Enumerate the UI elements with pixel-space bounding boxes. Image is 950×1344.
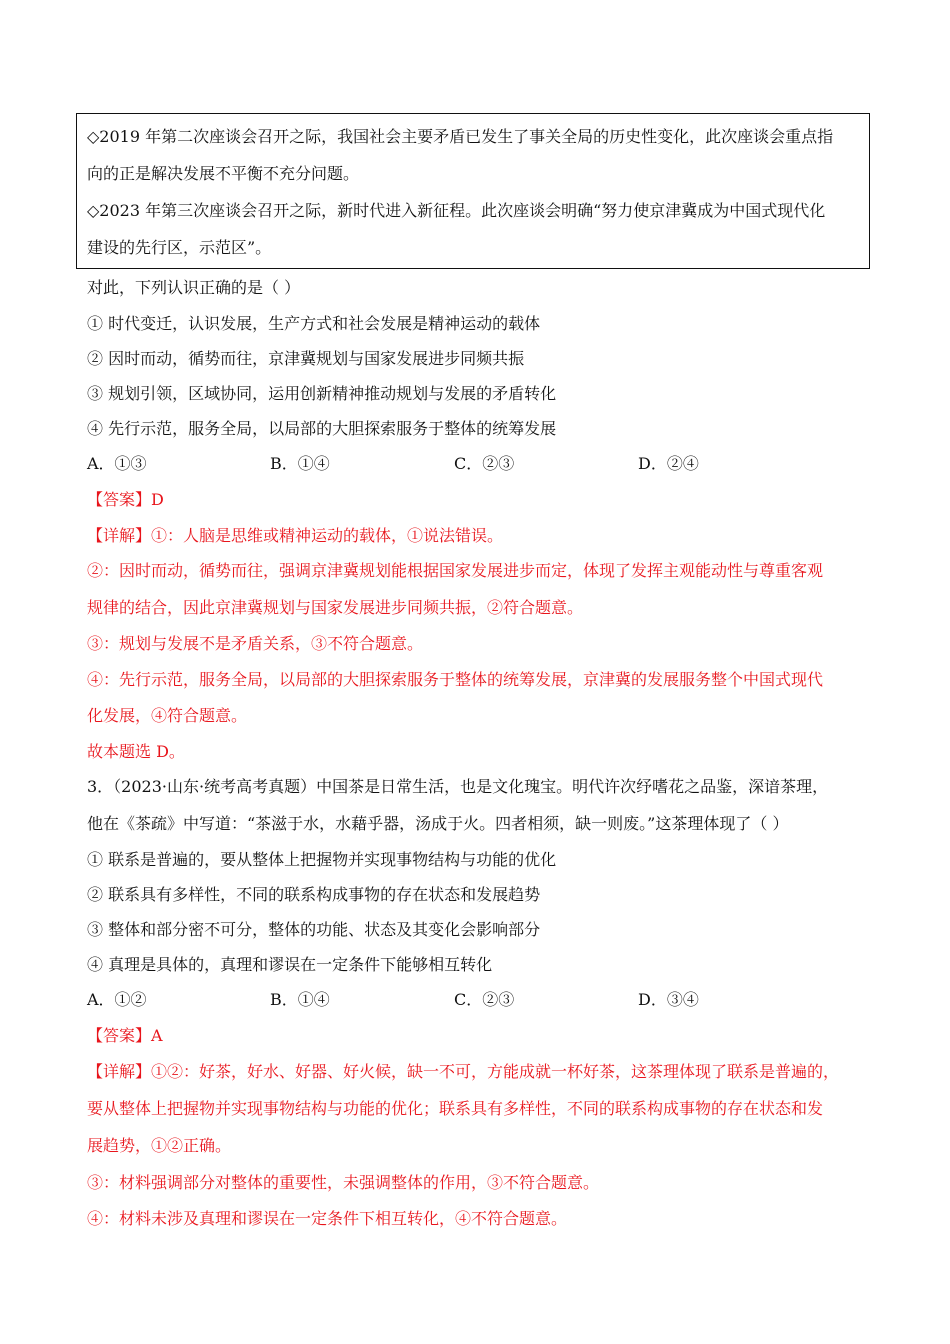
q2-statement-3: ③ 规划引领，区域协同，运用创新精神推动规划与发展的矛盾转化 xyxy=(87,384,557,403)
q3-option-c: C．②③ xyxy=(454,990,515,1009)
material-line: 建设的先行区，示范区”。 xyxy=(87,238,272,257)
q3-stem-line: 他在《茶疏》中写道：“茶滋于水，水藉乎器，汤成于火。四者相须，缺一则废。”这茶理体现了（ ） xyxy=(87,814,789,833)
q2-answer: 【答案】D xyxy=(87,490,164,509)
q2-statement-1: ① 时代变迁，认识发展，生产方式和社会发展是精神运动的载体 xyxy=(87,314,541,333)
q3-explanation-line: 展趋势，①②正确。 xyxy=(87,1136,232,1155)
material-line: ◇2023 年第三次座谈会召开之际，新时代进入新征程。此次座谈会明确“努力使京津冀成为中国式现代化 xyxy=(87,201,826,220)
q3-stem-line: 3．（2023·山东·统考高考真题）中国茶是日常生活，也是文化瑰宝。明代许次纾嗜花之品鉴，深谙茶理， xyxy=(87,777,829,796)
q3-option-a: A．①② xyxy=(87,990,147,1009)
q2-explanation-line: ④：先行示范，服务全局，以局部的大胆探索服务于整体的统筹发展，京津冀的发展服务整个中国式现代 xyxy=(87,670,824,689)
q2-explanation-line: 【详解】①：人脑是思维或精神运动的载体，①说法错误。 xyxy=(87,526,504,545)
q2-explanation-line: ②：因时而动，循势而往，强调京津冀规划能根据国家发展进步而定，体现了发挥主观能动性与尊重客观 xyxy=(87,561,824,580)
q3-statement-3: ③ 整体和部分密不可分，整体的功能、状态及其变化会影响部分 xyxy=(87,920,541,939)
q2-stem: 对此，下列认识正确的是（ ） xyxy=(87,278,301,297)
material-line: ◇2019 年第二次座谈会召开之际，我国社会主要矛盾已发生了事关全局的历史性变化，此次座谈会重点指 xyxy=(87,127,834,146)
q3-statement-2: ② 联系具有多样性，不同的联系构成事物的存在状态和发展趋势 xyxy=(87,885,541,904)
q3-option-b: B．①④ xyxy=(270,990,330,1009)
q3-explanation-line: ④：材料未涉及真理和谬误在一定条件下相互转化，④不符合题意。 xyxy=(87,1209,568,1228)
q3-answer: 【答案】A xyxy=(87,1026,163,1045)
q2-option-a: A．①③ xyxy=(87,454,147,473)
q2-option-b: B．①④ xyxy=(270,454,330,473)
q3-explanation-line: ③：材料强调部分对整体的重要性，未强调整体的作用，③不符合题意。 xyxy=(87,1173,600,1192)
q3-explanation-line: 要从整体上把握物并实现事物结构与功能的优化；联系具有多样性，不同的联系构成事物的存在状态和发 xyxy=(87,1099,824,1118)
q2-statement-4: ④ 先行示范，服务全局，以局部的大胆探索服务于整体的统筹发展 xyxy=(87,419,557,438)
q3-statement-4: ④ 真理是具体的，真理和谬误在一定条件下能够相互转化 xyxy=(87,955,493,974)
q2-explanation-line: 化发展，④符合题意。 xyxy=(87,706,248,725)
q2-statement-2: ② 因时而动，循势而往，京津冀规划与国家发展进步同频共振 xyxy=(87,349,525,368)
q2-explanation-line: 故本题选 D。 xyxy=(87,742,185,761)
q3-option-d: D．③④ xyxy=(638,990,699,1009)
q3-statement-1: ① 联系是普遍的，要从整体上把握物并实现事物结构与功能的优化 xyxy=(87,850,557,869)
material-box xyxy=(76,113,870,269)
q2-option-c: C．②③ xyxy=(454,454,515,473)
q3-explanation-line: 【详解】①②：好茶，好水、好器、好火候，缺一不可，方能成就一杯好茶，这茶理体现了联系是普遍的， xyxy=(87,1062,840,1081)
material-line: 向的正是解决发展不平衡不充分问题。 xyxy=(87,164,360,183)
q2-option-d: D．②④ xyxy=(638,454,699,473)
q2-explanation-line: 规律的结合，因此京津冀规划与国家发展进步同频共振，②符合题意。 xyxy=(87,598,584,617)
q2-explanation-line: ③：规划与发展不是矛盾关系，③不符合题意。 xyxy=(87,634,424,653)
